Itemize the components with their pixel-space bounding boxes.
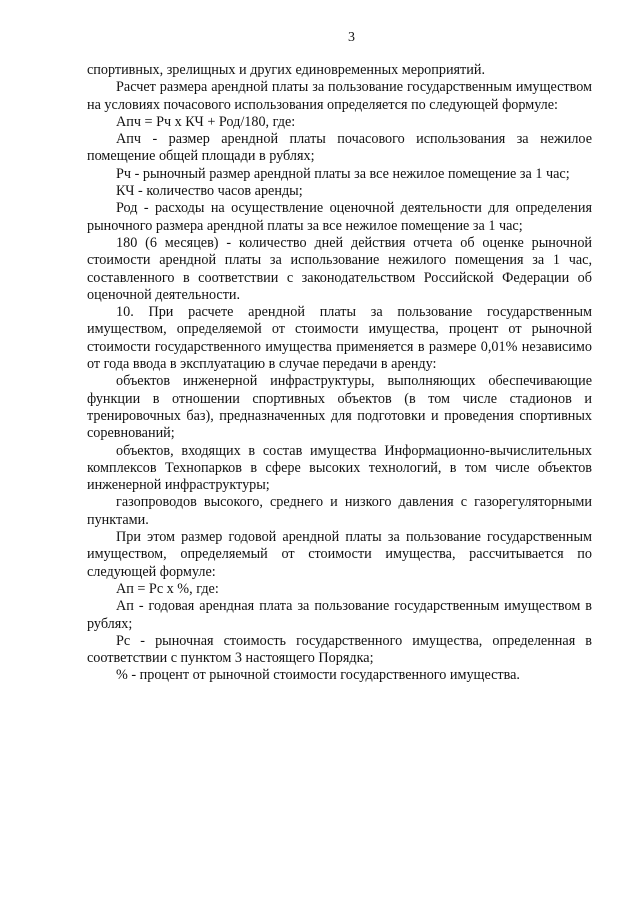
paragraph-annual-rent-intro: При этом размер годовой арендной платы за пользование государственным имуществом, определяемый от стоимости имущества, рассчитывается по следующей формуле: — [87, 529, 592, 580]
paragraph-hourly-rent-intro: Расчет размера арендной платы за пользование государственным имуществом на условиях почасового использования определяется по следующей формуле: — [87, 79, 592, 113]
paragraph-continuation: спортивных, зрелищных и других единовременных мероприятий. — [87, 62, 485, 78]
list-item-engineering-infrastructure: объектов инженерной инфраструктуры, выполняющих обеспечивающие функции в отношении спортивных объектов (в том числе стадионов и тренировочных баз), предназначенных для подготовки и проведения спортивных соревнований; — [87, 373, 592, 442]
definition-rch: Рч - рыночный размер арендной платы за все нежилое помещение за 1 час; — [116, 165, 570, 182]
definition-kch: КЧ - количество часов аренды; — [116, 183, 303, 200]
list-item-technopark-objects: объектов, входящих в состав имущества Информационно-вычислительных комплексов Технопарков в сфере высоких технологий, в том числе объектов инженерной инфраструктуры; — [87, 442, 592, 494]
formula-annual-rent: Ап = Рс х %, где: — [116, 580, 219, 597]
document-body — [87, 62, 592, 685]
paragraph-item-10: 10. При расчете арендной платы за пользование государственным имуществом, определяемой от стоимости имущества, процент от рыночной стоимости государственного имущества применяется в размере 0,01% независимо от года ввода в эксплуатацию в случае передачи в аренду: — [87, 304, 592, 373]
list-item-gas-pipelines: газопроводов высокого, среднего и низкого давления с газорегуляторными пунктами. — [87, 494, 592, 528]
page-number: 3 — [348, 30, 355, 45]
definition-percent: % - процент от рыночной стоимости государственного имущества. — [116, 667, 520, 684]
definition-ap: Ап - годовая арендная плата за пользование государственным имуществом в рублях; — [87, 598, 592, 632]
formula-hourly-rent: Апч = Рч х КЧ + Род/180, где: — [116, 113, 296, 130]
definition-rs: Рс - рыночная стоимость государственного имущества, определенная в соответствии с пунктом 3 настоящего Порядка; — [87, 632, 592, 667]
definition-rod: Род - расходы на осуществление оценочной деятельности для определения рыночного размера арендной платы за все нежилое помещение за 1 час; — [87, 200, 592, 234]
definition-apch: Апч - размер арендной платы почасового использования за нежилое помещение общей площади в рублях; — [87, 131, 592, 165]
definition-180: 180 (6 месяцев) - количество дней действия отчета об оценке рыночной стоимости арендной платы за использование нежилого помещения за 1 час, составленного в соответствии с законодательством Российской Федерации об оценочной деятельности. — [87, 234, 592, 303]
